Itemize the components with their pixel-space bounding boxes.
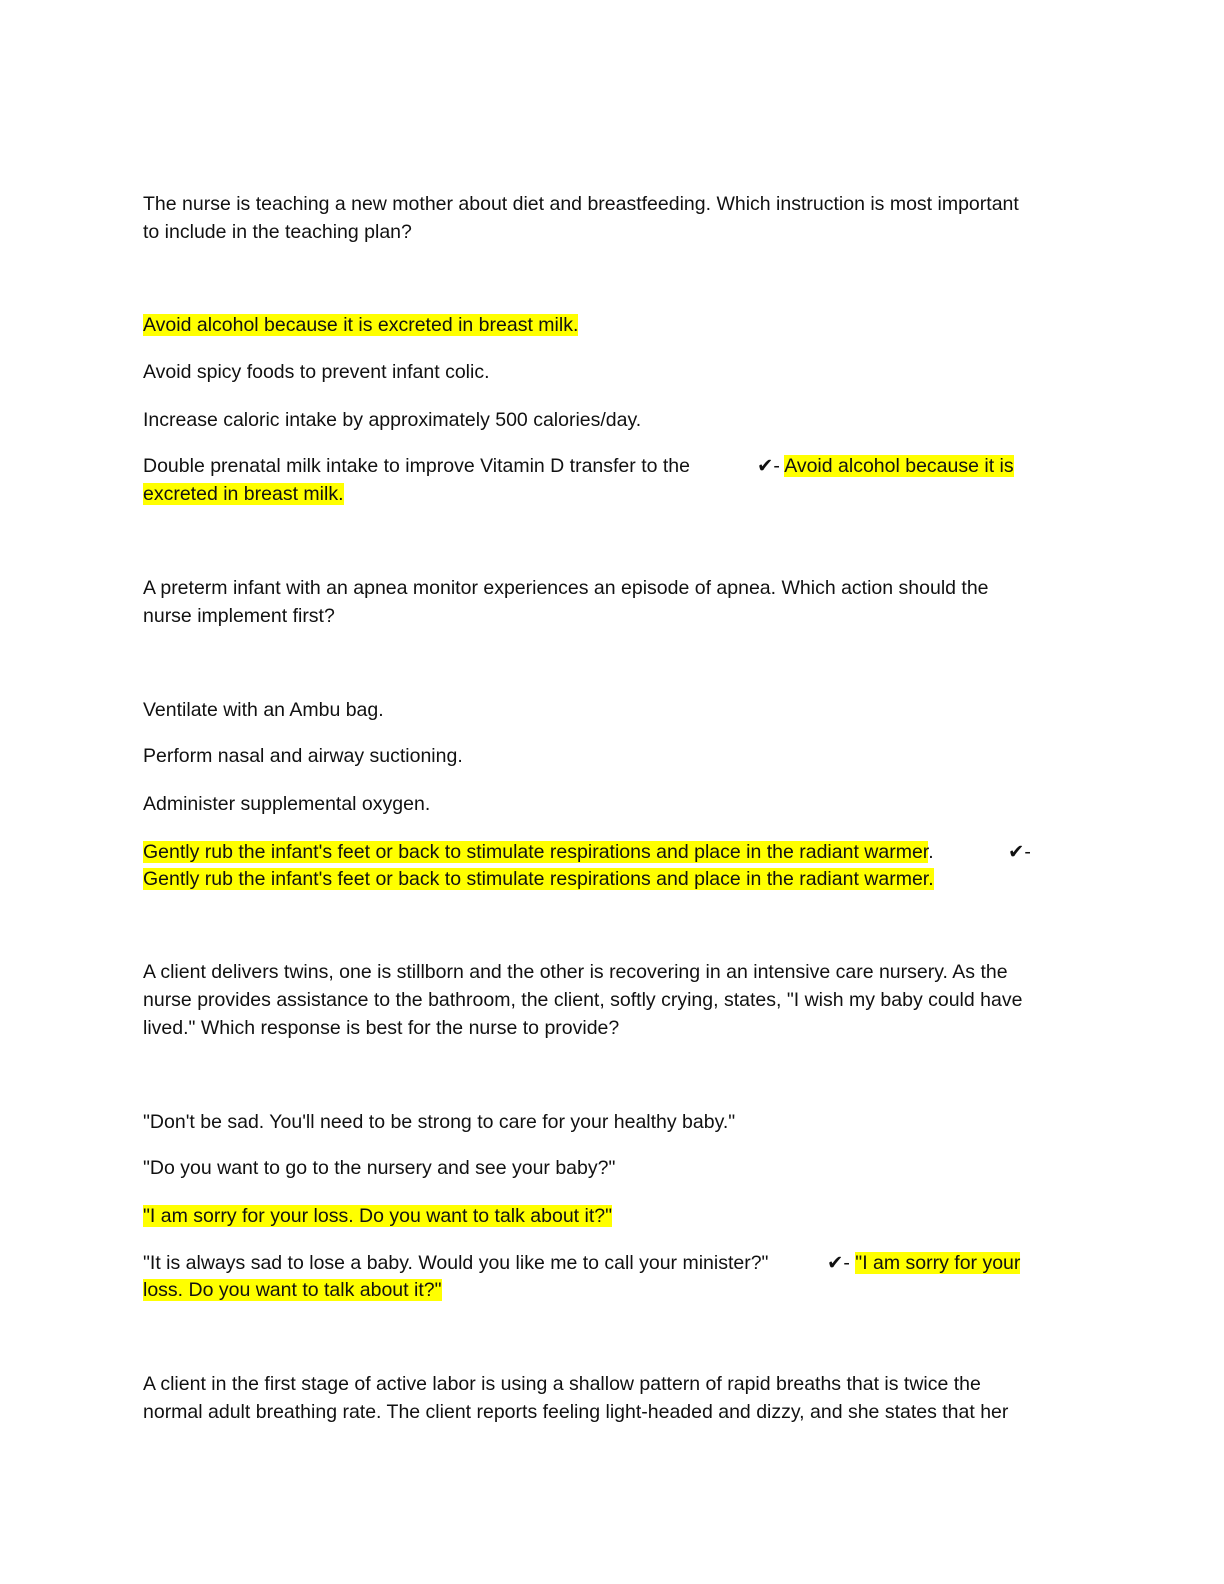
question-1-answer-line-1 <box>757 452 1014 480</box>
question-2-option-b: Perform nasal and airway suctioning. <box>143 745 463 767</box>
question-2-stem-line-1: A preterm infant with an apnea monitor experiences an episode of apnea. Which action should the <box>143 577 989 599</box>
option-suffix: . <box>928 841 934 863</box>
question-1-stem-line-1: The nurse is teaching a new mother about diet and breastfeeding. Which instruction is most important <box>143 193 1019 215</box>
answer-text: loss. Do you want to talk about it?" <box>143 1279 442 1301</box>
question-1-stem-line-2: to include in the teaching plan? <box>143 221 412 243</box>
question-3-stem-line-2: nurse provides assistance to the bathroom, the client, softly crying, states, "I wish my baby could have <box>143 989 1023 1011</box>
question-1-option-a <box>143 311 578 339</box>
question-2-answer-line-1 <box>143 865 934 893</box>
answer-text: "I am sorry for your <box>855 1252 1021 1274</box>
question-3-stem-line-1: A client delivers twins, one is stillborn and the other is recovering in an intensive care nursery. As the <box>143 961 1008 983</box>
question-3-stem-line-3: lived." Which response is best for the nurse to provide? <box>143 1017 620 1039</box>
checkmark-icon: ✔- <box>757 455 780 477</box>
answer-text: Avoid alcohol because it is <box>784 455 1014 477</box>
question-3-answer-line-2 <box>143 1276 442 1304</box>
question-3-answer-line-1 <box>827 1249 1020 1277</box>
option-text: Double prenatal milk intake to improve Vitamin D transfer to the <box>143 455 690 477</box>
question-1-option-c: Increase caloric intake by approximately 500 calories/day. <box>143 409 642 431</box>
question-4-stem-line-1: A client in the first stage of active labor is using a shallow pattern of rapid breaths that is twice the <box>143 1373 981 1395</box>
question-2-option-d <box>143 838 934 866</box>
checkmark-icon: ✔- <box>1008 841 1031 863</box>
question-3-option-a: "Don't be sad. You'll need to be strong to care for your healthy baby." <box>143 1111 736 1133</box>
question-4-stem-line-2: normal adult breathing rate. The client reports feeling light-headed and dizzy, and she states that her <box>143 1401 1009 1423</box>
answer-text: excreted in breast milk. <box>143 483 344 505</box>
question-2-option-a: Ventilate with an Ambu bag. <box>143 699 384 721</box>
highlighted-correct-option: Gently rub the infant's feet or back to stimulate respirations and place in the radiant warmer <box>143 841 929 863</box>
highlighted-correct-option: "I am sorry for your loss. Do you want to talk about it?" <box>143 1205 613 1227</box>
question-1-option-d <box>143 452 690 480</box>
question-2-option-c: Administer supplemental oxygen. <box>143 793 431 815</box>
answer-text: Gently rub the infant's feet or back to stimulate respirations and place in the radiant warmer. <box>143 868 934 890</box>
question-2-stem-line-2: nurse implement first? <box>143 605 335 627</box>
question-1-answer-line-2 <box>143 480 344 508</box>
highlighted-correct-option: Avoid alcohol because it is excreted in breast milk. <box>143 314 579 336</box>
question-1-option-b: Avoid spicy foods to prevent infant colic. <box>143 361 490 383</box>
question-2-answer-mark <box>1008 838 1031 866</box>
question-3-option-d: "It is always sad to lose a baby. Would you like me to call your minister?" <box>143 1252 769 1274</box>
question-3-option-c <box>143 1202 612 1230</box>
question-3-option-b: "Do you want to go to the nursery and see your baby?" <box>143 1157 616 1179</box>
checkmark-icon: ✔- <box>827 1252 850 1274</box>
